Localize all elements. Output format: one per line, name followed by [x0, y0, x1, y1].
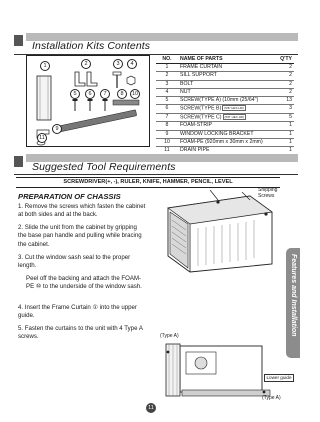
part-qty: 1 [272, 130, 294, 138]
tools-list: SCREWDRIVER(+, -), RULER, KNIFE, HAMMER, PENCIL, LEVEL [16, 177, 280, 188]
tools-title: Suggested Tool Requirements [32, 161, 176, 173]
part-name-cell [178, 130, 272, 138]
part-name-cell [178, 97, 272, 105]
table-row [156, 97, 294, 105]
parts-table-container [156, 56, 294, 155]
col-header-name: NAME OF PARTS [178, 56, 272, 64]
part-qty: 3 [272, 105, 294, 114]
part-no: 8 [156, 122, 178, 130]
step-1: 1. Remove the screws which fasten the cabinet at both sides and at the back. [18, 203, 146, 219]
part-number-3: 3 [113, 59, 123, 69]
part-no: 10 [156, 138, 178, 146]
curtain-illustration [160, 340, 280, 402]
part-note: (5/8" HEX-HD) [224, 114, 245, 119]
lower-guide-label: Lower guide [264, 374, 294, 382]
section-marker [14, 156, 23, 167]
part-no: 2 [156, 72, 178, 80]
table-row [156, 88, 294, 96]
part-qty: 2 [272, 88, 294, 96]
side-tab-label: Features and Installation [290, 254, 297, 337]
part-name: SCREW(TYPE C) [180, 114, 222, 121]
step-3-detail: Peel off the backing and attach the FOAM-PE ⑩ to the underside of the window sash. [26, 275, 142, 291]
table-row [156, 122, 294, 130]
step-2: 2. Slide the unit from the cabinet by gripping the base pan handle and pulling while bracing the cabinet. [18, 224, 142, 248]
col-header-qty: Q'TY [272, 56, 294, 64]
part-name-cell [178, 105, 272, 114]
ac-unit-illustration [150, 186, 278, 274]
part-no: 3 [156, 80, 178, 88]
part-name-cell [178, 113, 272, 122]
parts-illustration [26, 55, 150, 147]
section-marker [14, 35, 23, 46]
table-row [156, 138, 294, 146]
section-rule [14, 174, 298, 175]
part-name: SILL SUPPORT [180, 72, 217, 79]
part-number-6: 6 [85, 89, 95, 99]
table-row [156, 64, 294, 72]
part-qty: 1 [272, 146, 294, 154]
part-name: FOAM-PE (920mm x 30mm x 2mm) [180, 138, 263, 145]
part-name-cell [178, 64, 272, 72]
part-name-cell [178, 138, 272, 146]
table-row [156, 105, 294, 114]
part-number-8: 8 [117, 89, 127, 99]
part-name-cell [178, 88, 272, 96]
part-note: (5/8" HEX-HD) [224, 106, 244, 111]
part-name: DRAIN PIPE [180, 146, 210, 153]
part-number-9: 9 [52, 124, 62, 134]
col-header-no: NO. [156, 56, 178, 64]
part-name: WINDOW LOCKING BRACKET [180, 130, 254, 137]
part-qty: 2 [272, 72, 294, 80]
part-qty: 13 [272, 97, 294, 105]
parts-table [156, 56, 294, 155]
type-a-label-bottom: (Type A) [262, 395, 281, 401]
chassis-steps [18, 203, 148, 403]
part-name: FOAM-STRIP [180, 122, 212, 129]
part-qty: 1 [272, 138, 294, 146]
chassis-heading: PREPARATION OF CHASSIS [18, 192, 121, 201]
part-name: NUT [180, 88, 191, 95]
part-name: FRAME CURTAIN [180, 64, 223, 71]
part-number-4: 4 [127, 59, 137, 69]
table-row [156, 80, 294, 88]
part-name-cell [178, 80, 272, 88]
table-row [156, 130, 294, 138]
part-no: 6 [156, 105, 178, 114]
shipping-screws-text: Shipping Screws [258, 187, 278, 199]
part-number-2: 2 [81, 59, 91, 69]
part-number-7: 7 [100, 89, 110, 99]
part-number-10: 10 [131, 91, 139, 97]
part-name: SCREW(TYPE B) [180, 105, 222, 112]
part-qty: 2 [272, 80, 294, 88]
type-a-label-top: (Type A) [160, 333, 179, 339]
part-no: 4 [156, 88, 178, 96]
installation-title: Installation Kits Contents [32, 40, 151, 52]
part-no: 5 [156, 97, 178, 105]
table-row [156, 113, 294, 122]
part-no: 9 [156, 130, 178, 138]
part-number-5: 5 [70, 89, 80, 99]
side-tab [286, 248, 300, 358]
step-5: 5. Fasten the curtains to the unit with 4 Type A screws. [18, 325, 143, 341]
part-name: SCREW(TYPE A) (10mm (25/64") [180, 97, 259, 104]
part-no: 1 [156, 64, 178, 72]
part-name-cell [178, 72, 272, 80]
part-number-1: 1 [40, 61, 50, 71]
part-name: BOLT [180, 80, 194, 87]
step-3: 3. Cut the window sash seal to the proper length. [18, 254, 131, 270]
table-row [156, 72, 294, 80]
part-no: 7 [156, 113, 178, 122]
step-4: 4. Insert the Frame Curtain ① into the upper guide. [18, 304, 137, 320]
part-qty: 1 [272, 122, 294, 130]
part-qty: 5 [272, 113, 294, 122]
part-number-11: 11 [37, 133, 47, 143]
page-number: 11 [146, 403, 156, 413]
shipping-screws-label [258, 188, 292, 199]
part-name-cell [178, 122, 272, 130]
part-qty: 2 [272, 64, 294, 72]
part-no: 11 [156, 146, 178, 154]
